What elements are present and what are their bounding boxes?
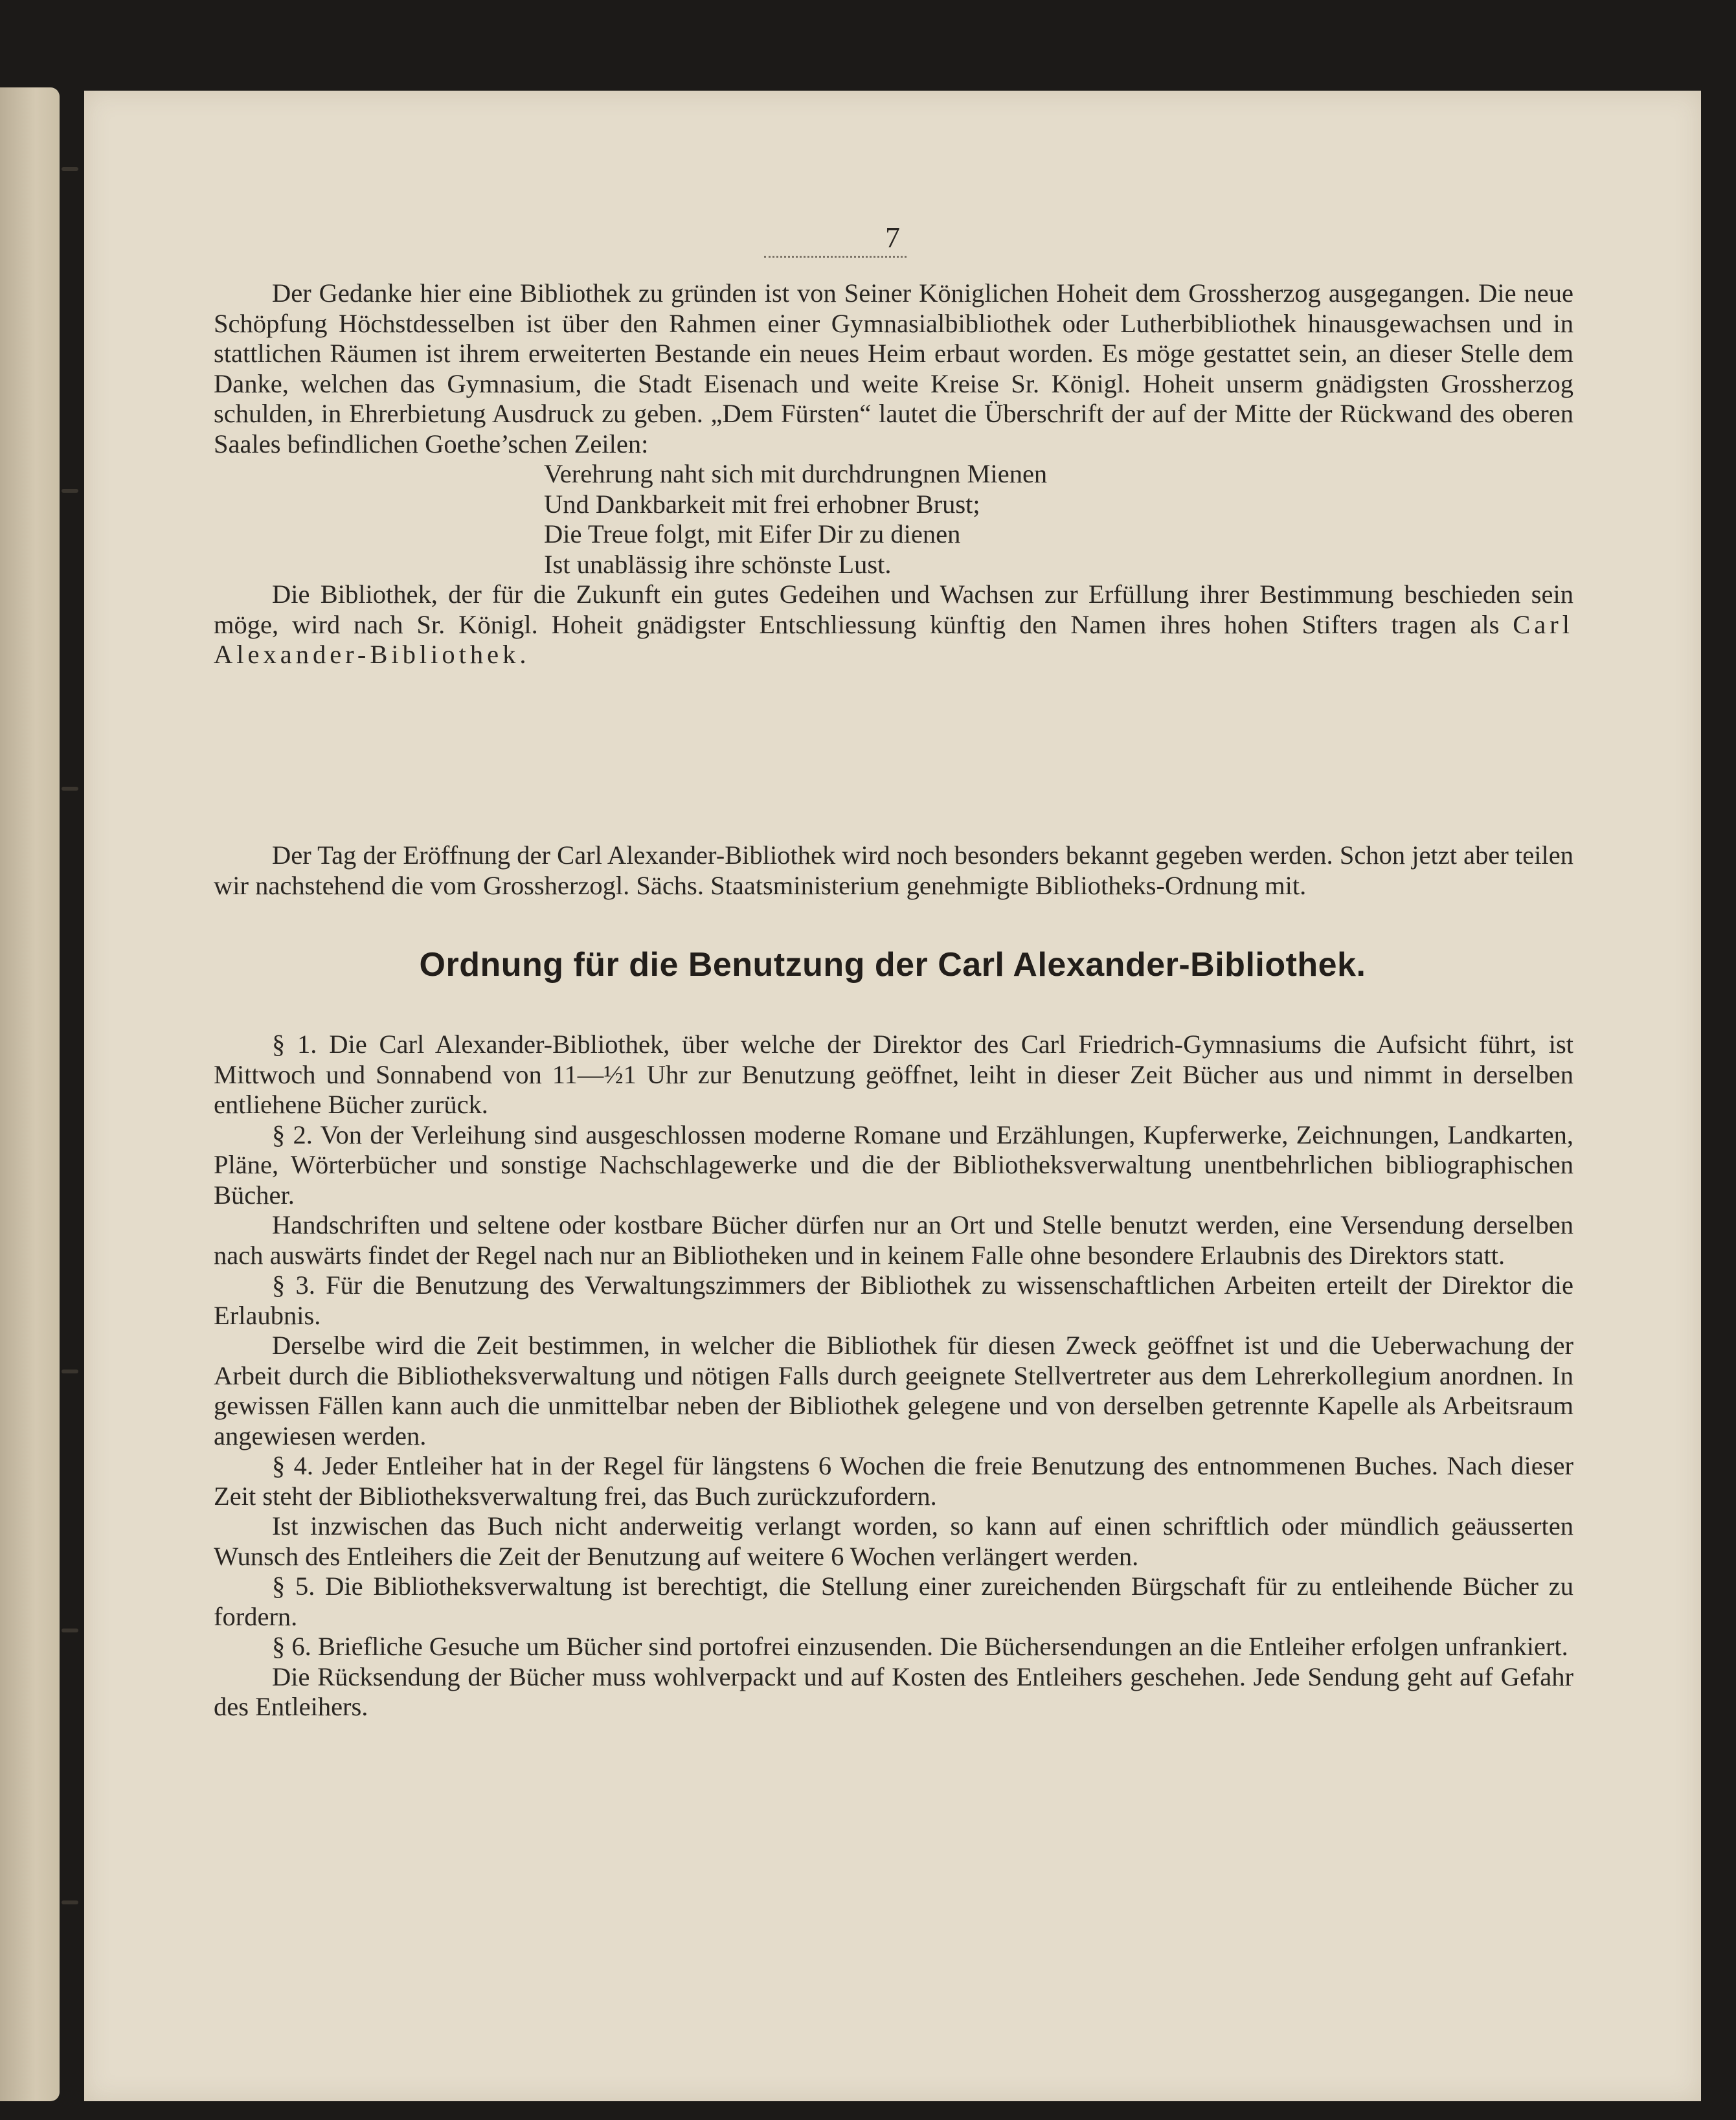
regulation-paragraph: § 4. Jeder Entleiher hat in der Regel für längstens 6 Wochen die freie Benutzung des entnommenen Buches. Nach dieser Zeit steht der Bibliotheksverwaltung frei, das Buch zurückzufordern. <box>214 1451 1573 1511</box>
regulation-paragraph: Die Rücksendung der Bücher muss wohlverpackt und auf Kosten des Entleihers geschehen. Jede Sendung geht auf Gefahr des Entleihers. <box>214 1662 1573 1721</box>
verse-line: Und Dankbarkeit mit frei erhobner Brust; <box>544 489 980 519</box>
announcement-section <box>214 840 1573 901</box>
verse-line: Die Treue folgt, mit Eifer Dir zu dienen <box>544 519 961 548</box>
facing-page-edge <box>0 87 60 2101</box>
binding-thread-mark <box>62 787 78 791</box>
goethe-verse <box>544 459 1573 580</box>
regulation-paragraph: § 6. Briefliche Gesuche um Bücher sind portofrei einzusenden. Die Büchersendungen an die Entleiher erfolgen unfrankiert. <box>272 1632 1568 1661</box>
binding-thread-mark <box>62 1900 78 1904</box>
document-page <box>84 91 1701 2101</box>
regulation-paragraph: Handschriften und seltene oder kostbare Bücher dürfen nur an Ort und Stelle benutzt werden, eine Versendung derselben nach auswärts findet der Regel nach nur an Bibliotheken und in keinem Falle ohne besondere Erlaubnis des Direktors statt. <box>214 1210 1573 1270</box>
regulation-paragraph: § 2. Von der Verleihung sind ausgeschlossen moderne Romane und Erzählungen, Kupferwerke, Zeichnungen, Landkarten, Pläne, Wörterbücher und sonstige Nachschlagewerke und die der Bibliotheksverwaltung unentbehrlichen bibliographischen Bücher. <box>214 1120 1573 1210</box>
regulation-paragraph: § 1. Die Carl Alexander-Bibliothek, über welche der Direktor des Carl Friedrich-Gymnasiums die Aufsicht führt, ist Mittwoch und Sonnabend von 11—½1 Uhr zur Benutzung geöffnet, leiht in dieser Zeit Bücher aus und nimmt in derselben entliehene Bücher zurück. <box>214 1030 1573 1119</box>
binding-thread-mark <box>62 1370 78 1373</box>
binding-thread-mark <box>62 1629 78 1632</box>
verse-line: Ist unablässig ihre schönste Lust. <box>544 549 892 579</box>
intro-section <box>214 278 1573 670</box>
regulations-heading: Ordnung für die Benutzung der Carl Alexander-Bibliothek. <box>419 946 1366 984</box>
page-number-ornament <box>764 256 907 258</box>
regulations-section <box>214 1030 1573 1722</box>
regulation-paragraph: Ist inzwischen das Buch nicht anderweitig verlangt worden, so kann auf einen schriftlich oder mündlich geäusserten Wunsch des Entleihers die Zeit der Benutzung auf weitere 6 Wochen verlängert werden. <box>214 1511 1573 1571</box>
regulation-paragraph: Derselbe wird die Zeit bestimmen, in welcher die Bibliothek für diesen Zweck geöffnet ist und die Ueberwachung der Arbeit durch die Bibliotheksverwaltung und nötigen Falls durch geeignete Stellvertreter aus dem Lehrerkollegium anordnen. In gewissen Fällen kann auch die unmittelbar neben der Bibliothek gelegene und von derselben getrennte Kapelle als Arbeitsraum angewiesen werden. <box>214 1331 1573 1450</box>
regulation-paragraph: § 5. Die Bibliotheksverwaltung ist berechtigt, die Stellung einer zureichenden Bürgschaft für zu entleihende Bücher zu fordern. <box>214 1572 1573 1631</box>
library-name: Carl Alexander-Bibliothek. <box>214 609 1573 669</box>
binding-thread-mark <box>62 489 78 493</box>
intro-paragraph-text: Die Bibliothek, der für die Zukunft ein gutes Gedeihen und Wachsen zur Erfüllung ihrer Bestimmung beschieden sein möge, wird nach Sr. Königl. Hoheit gnädigster Entschliessung künftig den Namen ihres hohen Stifters tragen als <box>214 580 1573 639</box>
intro-paragraph: Der Gedanke hier eine Bibliothek zu gründen ist von Seiner Königlichen Hoheit dem Grossherzog ausgegangen. Die neue Schöpfung Höchstdesselben ist über den Rahmen einer Gymnasialbibliothek oder Lutherbibliothek hinausgewachsen und in stattlichen Räumen ist ihrem erweiterten Bestande ein neues Heim erbaut worden. Es möge gestattet sein, an dieser Stelle dem Danke, welchen das Gymnasium, die Stadt Eisenach und weite Kreise Sr. Königl. Hoheit unserm gnädigsten Grossherzog schulden, in Ehrerbietung Ausdruck zu geben. „Dem Fürsten“ lautet die Überschrift der auf der Mitte der Rückwand des oberen Saales befindlichen Goethe’schen Zeilen: <box>214 278 1573 458</box>
binding-thread-mark <box>62 167 78 171</box>
announcement-paragraph: Der Tag der Eröffnung der Carl Alexander-Bibliothek wird noch besonders bekannt gegeben werden. Schon jetzt aber teilen wir nachstehend die vom Grossherzogl. Sächs. Staatsministerium genehmigte Bibliotheks-Ordnung mit. <box>214 840 1573 900</box>
intro-paragraph <box>214 580 1573 670</box>
page-number: 7 <box>885 221 900 254</box>
verse-line: Verehrung naht sich mit durchdrungnen Mienen <box>544 459 1048 488</box>
regulation-paragraph: § 3. Für die Benutzung des Verwaltungszimmers der Bibliothek zu wissenschaftlichen Arbeiten erteilt der Direktor die Erlaubnis. <box>214 1270 1573 1330</box>
